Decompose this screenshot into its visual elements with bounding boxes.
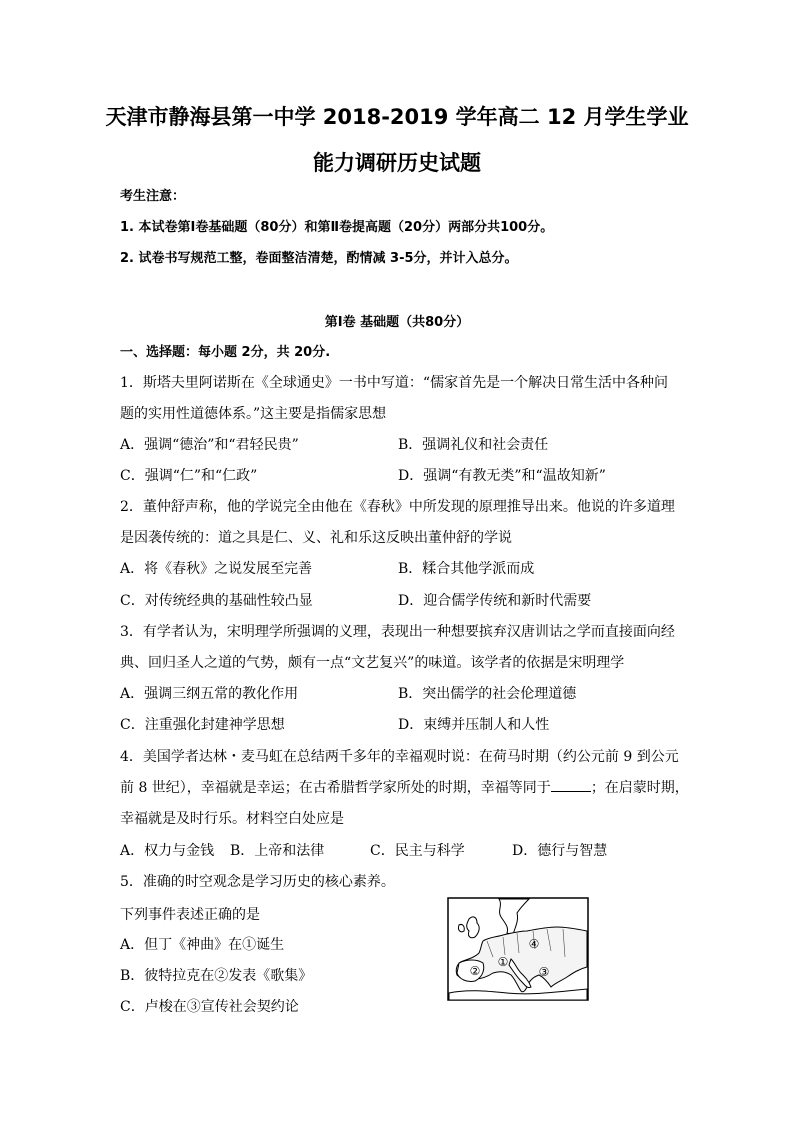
europe-map bbox=[447, 897, 589, 1001]
q3-stem-line-1: 3．有学者认为，宋明理学所强调的义理，表现出一种想要摈弃汉唐训诂之学而直接面向经 bbox=[120, 624, 675, 640]
q4-stem-line-2 bbox=[120, 779, 689, 797]
q2-option-c: C．对传统经典的基础性较凸显 bbox=[120, 593, 313, 609]
part-heading: 一、选择题：每小题 2分，共 20分. bbox=[120, 345, 331, 360]
q3-option-d: D．束缚并压制人和人性 bbox=[398, 717, 550, 733]
map-label-4: ④ bbox=[528, 937, 540, 951]
q1-option-b: B．强调礼仪和社会责任 bbox=[398, 437, 549, 453]
q2-option-b: B．糅合其他学派而成 bbox=[398, 561, 535, 577]
q3-option-a: A．强调三纲五常的教化作用 bbox=[120, 686, 299, 702]
q1-stem-line-1: 1．斯塔夫里阿诺斯在《全球通史》一书中写道：“儒家首先是一个解决日常生活中各种问 bbox=[120, 375, 669, 391]
q4-option-d: D．德行与智慧 bbox=[512, 843, 608, 859]
map-label-1: ① bbox=[497, 955, 509, 969]
map-label-2: ② bbox=[469, 964, 481, 978]
ireland-outline bbox=[458, 924, 464, 931]
section-title: 第Ⅰ卷 基础题（共80分） bbox=[324, 315, 470, 330]
q3-option-b: B．突出儒学的社会伦理道德 bbox=[398, 686, 577, 702]
notice-heading: 考生注意： bbox=[120, 189, 186, 204]
q1-stem-line-2: 题的实用性道德体系。”这主要是指儒家思想 bbox=[120, 406, 387, 422]
q2-option-a: A．将《春秋》之说发展至完善 bbox=[120, 561, 313, 577]
q1-option-a: A．强调“德治”和“君轻民贵” bbox=[120, 437, 299, 453]
q4-stem-line-3: 幸福就是及时行乐。材料空白处应是 bbox=[120, 811, 344, 827]
q2-stem-line-2: 是因袭传统的：道之具是仁、义、礼和乐这反映出董仲舒的学说 bbox=[120, 530, 512, 546]
notice-item-1: 1. 本试卷第Ⅰ卷基础题（80分）和第Ⅱ卷提高题（20分）两部分共100分。 bbox=[120, 220, 554, 235]
q5-option-a: A．但丁《神曲》在①诞生 bbox=[120, 937, 285, 953]
q1-option-d: D．强调“有教无类”和“温故知新” bbox=[398, 468, 606, 484]
answer-blank bbox=[551, 779, 591, 792]
q2-option-d: D．迎合儒学传统和新时代需要 bbox=[398, 593, 592, 609]
q4-stem-line-2-end: ；在启蒙时期， bbox=[590, 780, 689, 796]
q4-option-a: A．权力与金钱 bbox=[120, 843, 215, 859]
q4-option-b: B．上帝和法律 bbox=[230, 843, 325, 859]
title-line-2: 能力调研历史试题 bbox=[313, 151, 481, 175]
q5-stem-line-1: 5．准确的时空观念是学习历史的核心素养。 bbox=[120, 874, 395, 890]
notice-item-2: 2. 试卷书写规范工整，卷面整洁清楚，酌情减 3-5分，并计入总分。 bbox=[120, 251, 518, 266]
q3-option-c: C．注重强化封建神学思想 bbox=[120, 717, 285, 733]
q4-option-c: C．民主与科学 bbox=[370, 843, 465, 859]
title-line-1: 天津市静海县第一中学 2018-2019 学年高二 12 月学生学业 bbox=[105, 105, 689, 129]
q5-option-b: B．彼特拉克在②发表《歌集》 bbox=[120, 968, 313, 984]
q1-option-c: C．强调“仁”和“仁政” bbox=[120, 468, 258, 484]
q2-stem-line-1: 2．董仲舒声称，他的学说完全由他在《春秋》中所发现的原理推导出来。他说的许多道理 bbox=[120, 499, 675, 515]
q3-stem-line-2: 典、回归圣人之道的气势，颇有一点“文艺复兴”的味道。该学者的依据是宋明理学 bbox=[120, 655, 625, 671]
map-label-3: ③ bbox=[538, 965, 550, 979]
q5-stem-line-2: 下列事件表述正确的是 bbox=[120, 907, 260, 923]
q4-stem-line-2-start: 前 8 世纪），幸福就是幸运；在古希腊哲学家所处的时期，幸福等同于 bbox=[120, 780, 551, 796]
q5-option-c: C．卢梭在③宣传社会契约论 bbox=[120, 999, 299, 1015]
q4-stem-line-1: 4．美国学者达林・麦马虹在总结两千多年的幸福观时说：在荷马时期（约公元前 9 到公元 bbox=[120, 749, 679, 765]
